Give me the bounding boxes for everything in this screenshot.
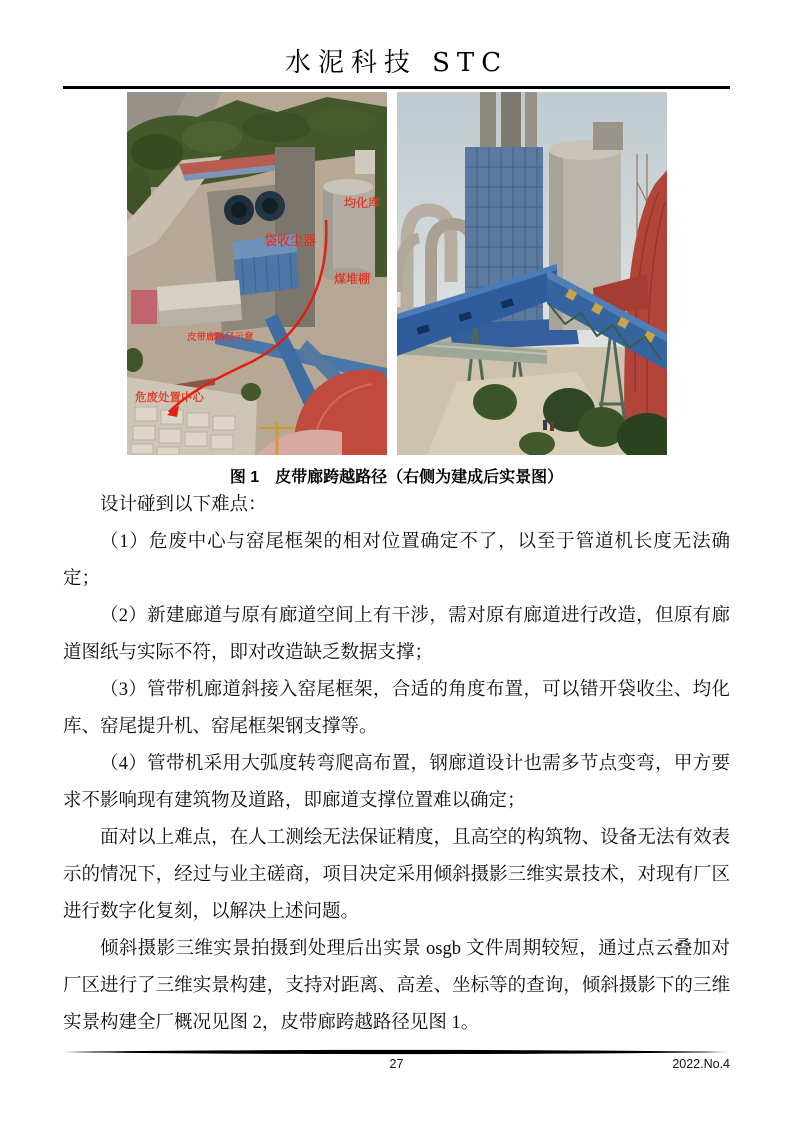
annotation-shed: 煤堆棚	[334, 272, 371, 286]
body-paragraph: 设计碰到以下难点：	[100, 495, 267, 515]
annotation-dust-collector: 袋收尘器	[264, 233, 317, 248]
annotation-silo: 均化库	[344, 196, 381, 210]
figure-caption: 图 1 皮带廊跨越路径（右侧为建成后实景图）	[229, 469, 564, 486]
aerial-view-image	[127, 92, 387, 455]
journal-title: 水泥科技 STC	[284, 48, 509, 78]
figure-1	[127, 92, 667, 455]
article-body	[63, 487, 730, 1042]
photo-illustration	[397, 92, 667, 455]
body-paragraph: （1）危废中心与窑尾框架的相对位置确定不了，以至于管道机长度无法确定；	[63, 532, 730, 589]
body-paragraph: （3）管带机廊道斜接入窑尾框架，合适的角度布置，可以错开袋收尘、均化库、窑尾提升机、窑尾框架钢支撑等。	[63, 680, 730, 737]
header-rule	[63, 86, 730, 89]
photo-image	[397, 92, 667, 455]
body-paragraph: 倾斜摄影三维实景拍摄到处理后出实景 osgb 文件周期较短，通过点云叠加对厂区进行了三维实景构建，支持对距离、高差、坐标等的查询，倾斜摄影下的三维实景构建全厂概况见图 2，皮带廊跨越路径见图 1。	[63, 939, 730, 1033]
page-number: 27	[389, 1057, 404, 1071]
body-paragraph: （2）新建廊道与原有廊道空间上有干涉，需对原有廊道进行改造，但原有廊道图纸与实际不符，即对改造缺乏数据支撑；	[63, 606, 730, 663]
annotation-belt-path: 皮带廊路径示意	[187, 332, 254, 343]
body-paragraph: （4）管带机采用大弧度转弯爬高布置，钢廊道设计也需多节点变弯，甲方要求不影响现有建筑物及道路，即廊道支撑位置难以确定；	[63, 754, 730, 811]
footer-rule	[63, 1049, 730, 1055]
issue-label: 2022.No.4	[672, 1057, 730, 1071]
body-paragraph: 面对以上难点，在人工测绘无法保证精度，且高空的构筑物、设备无法有效表示的情况下，经过与业主磋商，项目决定采用倾斜摄影三维实景技术，对现有厂区进行数字化复刻，以解决上述问题。	[63, 828, 730, 922]
annotation-waste-center: 危废处置中心	[135, 392, 204, 404]
